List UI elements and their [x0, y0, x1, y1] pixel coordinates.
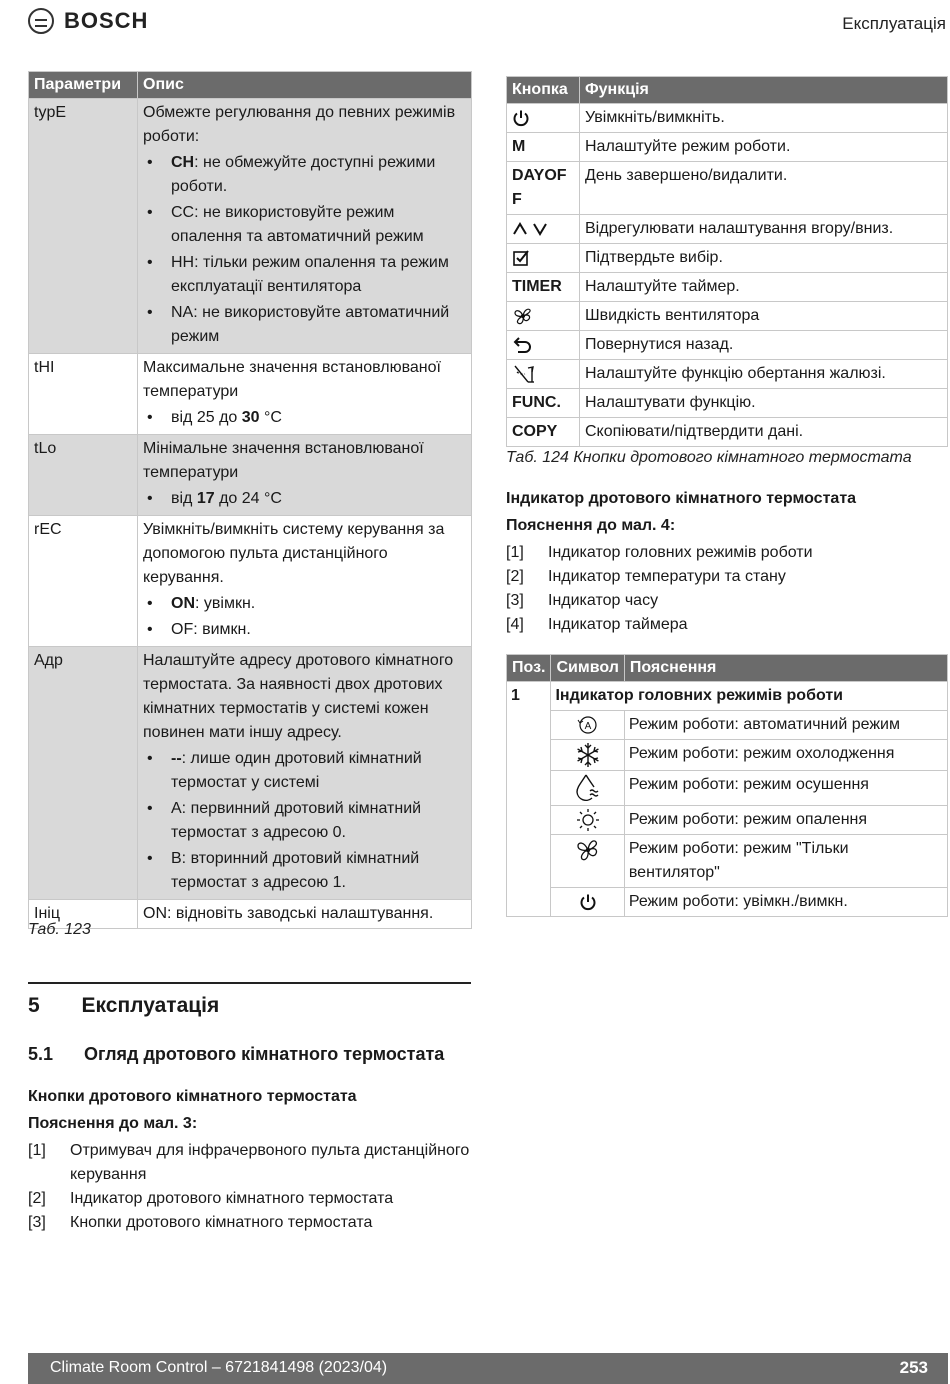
desc-text: ON: відновіть заводські налаштування.	[143, 905, 434, 922]
list-item: • NA: не використовуйте автоматичний режим	[143, 301, 466, 349]
table-row	[507, 740, 948, 771]
param-cell: Ініц	[29, 900, 138, 929]
function-cell: Повернутися назад.	[580, 331, 948, 360]
table-header: Пояснення	[624, 655, 947, 682]
button-cell	[507, 215, 580, 244]
table-header: Параметри	[29, 72, 138, 99]
function-cell: Відрегулювати налаштування вгору/вниз.	[580, 215, 948, 244]
table-row	[507, 711, 948, 740]
function-cell: Налаштуйте таймер.	[580, 273, 948, 302]
up-down-arrows-icon	[512, 221, 550, 237]
list-item: [3] Індикатор часу	[506, 592, 659, 609]
table-header: Символ	[551, 655, 624, 682]
list-item: [4] Індикатор таймера	[506, 616, 688, 633]
indicator-legend	[506, 487, 948, 637]
list-item: [2] Індикатор температури та стану	[506, 568, 786, 585]
list-item: [1] Отримувач для інфрачервоного пульта дистанційного керування	[28, 1142, 470, 1183]
buttons-legend-title: Пояснення до мал. 3:	[28, 1115, 198, 1132]
table-header: Функція	[580, 77, 948, 104]
key-label: DAYOFF	[512, 167, 567, 208]
table-row	[507, 302, 948, 331]
desc-text: Налаштуйте адресу дротового кімнатного термостата. За наявності двох дротових кімнатних термостатів у системі кожен повинен мати іншу адресу.	[143, 652, 454, 741]
section-title-text: Експлуатація	[81, 994, 220, 1017]
fan-mode-icon	[575, 837, 601, 863]
desc-cell	[138, 435, 472, 516]
mode-indicator-table	[506, 654, 948, 917]
function-cell: Налаштуйте режим роботи.	[580, 133, 948, 162]
fan-icon	[512, 306, 534, 326]
option-list	[143, 592, 466, 642]
param-cell: tLo	[29, 435, 138, 516]
section-number: 5	[28, 994, 40, 1017]
bosch-armature-icon	[28, 8, 54, 34]
table-row	[507, 104, 948, 133]
button-cell	[507, 133, 580, 162]
table-caption: Таб. 123	[28, 921, 91, 938]
group-title-cell: Індикатор головних режимів роботи	[551, 682, 948, 711]
desc-cell	[138, 99, 472, 354]
snowflake-icon	[575, 742, 601, 768]
param-cell: typE	[29, 99, 138, 354]
list-item: • CH: не обмежуйте доступні режими роботи.	[143, 151, 466, 199]
table-row	[29, 900, 472, 929]
page-footer	[28, 1353, 948, 1384]
button-cell	[507, 418, 580, 447]
table-row	[507, 806, 948, 835]
indicator-title: Індикатор дротового кімнатного термостата	[506, 490, 857, 507]
option-list	[143, 487, 466, 511]
button-cell	[507, 273, 580, 302]
sun-icon	[576, 808, 600, 832]
function-cell: Налаштувати функцію.	[580, 389, 948, 418]
power-icon	[512, 109, 530, 127]
buttons-legend	[28, 1085, 472, 1235]
table-row	[507, 133, 948, 162]
button-cell	[507, 104, 580, 133]
table-row	[507, 888, 948, 917]
power-icon	[579, 893, 597, 911]
table-caption: Таб. 124 Кнопки дротового кімнатного термостата	[506, 449, 912, 466]
button-cell	[507, 302, 580, 331]
desc-text: Максимальне значення встановлюваної температури	[143, 359, 441, 400]
option-list	[143, 151, 466, 349]
section-heading	[28, 994, 219, 1018]
list-item: • --: лише один дротовий кімнатний термостат у системі	[143, 747, 466, 795]
symbol-cell	[551, 740, 624, 771]
symbol-cell	[551, 711, 624, 740]
key-label: M	[512, 138, 526, 155]
table-row	[507, 771, 948, 806]
list-item: • A: первинний дротовий кімнатний термостат з адресою 0.	[143, 797, 466, 845]
function-cell: Скопіювати/підтвердити дані.	[580, 418, 948, 447]
list-item: [3] Кнопки дротового кімнатного термостата	[28, 1214, 373, 1231]
section-divider	[28, 982, 471, 984]
subsection-title-text: Огляд дротового кімнатного термостата	[84, 1044, 445, 1064]
table-row	[507, 273, 948, 302]
button-cell	[507, 244, 580, 273]
brand-name: BOSCH	[64, 8, 149, 33]
buttons-title: Кнопки дротового кімнатного термостата	[28, 1088, 357, 1105]
parameters-table	[28, 71, 472, 929]
explanation-cell: Режим роботи: режим осушення	[624, 771, 947, 806]
svg-text:A: A	[584, 720, 591, 732]
key-label: COPY	[512, 423, 558, 440]
bosch-logo	[28, 8, 148, 34]
list-item: • ON: увімкн.	[143, 592, 466, 616]
list-item: • від 25 до 30 °C	[143, 406, 466, 430]
button-cell	[507, 162, 580, 215]
explanation-cell: Режим роботи: автоматичний режим	[624, 711, 947, 740]
table-row	[29, 516, 472, 647]
desc-text: Мінімальне значення встановлюваної температури	[143, 440, 424, 481]
table-header: Поз.	[507, 655, 551, 682]
table-row	[507, 244, 948, 273]
subsection-heading	[28, 1044, 444, 1065]
function-cell: Налаштуйте функцію обертання жалюзі.	[580, 360, 948, 389]
table-row	[507, 215, 948, 244]
table-header: Кнопка	[507, 77, 580, 104]
desc-cell	[138, 516, 472, 647]
desc-text: Обмежте регулювання до певних режимів роботи:	[143, 104, 456, 145]
table-row	[507, 418, 948, 447]
list-item: [1] Індикатор головних режимів роботи	[506, 544, 813, 561]
key-label: FUNC.	[512, 394, 561, 411]
explanation-cell: Режим роботи: режим охолодження	[624, 740, 947, 771]
buttons-table	[506, 76, 948, 447]
checkbox-icon	[512, 249, 530, 267]
desc-cell	[138, 354, 472, 435]
desc-text: Увімкніть/вимкніть систему керування за допомогою пульта дистанційного керування.	[143, 521, 445, 586]
position-cell: 1	[507, 682, 551, 917]
symbol-cell	[551, 835, 624, 888]
button-cell	[507, 389, 580, 418]
indicator-legend-title: Пояснення до мал. 4:	[506, 517, 676, 534]
desc-cell	[138, 647, 472, 900]
louver-swing-icon	[512, 364, 536, 384]
function-cell: Швидкість вентилятора	[580, 302, 948, 331]
symbol-cell	[551, 806, 624, 835]
explanation-cell: Режим роботи: режим опалення	[624, 806, 947, 835]
auto-mode-icon	[577, 714, 599, 736]
table-row	[29, 647, 472, 900]
desc-cell	[138, 900, 472, 929]
table-row	[29, 99, 472, 354]
table-row	[29, 435, 472, 516]
param-cell: Адр	[29, 647, 138, 900]
option-list	[143, 406, 466, 430]
footer-document-id: Climate Room Control – 6721841498 (2023/04)	[50, 1359, 388, 1376]
table-row	[29, 354, 472, 435]
function-cell: Підтвердьте вибір.	[580, 244, 948, 273]
table-row	[507, 389, 948, 418]
drop-icon	[575, 773, 601, 803]
section-title: Експлуатація	[842, 14, 946, 33]
table-row	[507, 331, 948, 360]
subsection-number: 5.1	[28, 1044, 54, 1064]
param-cell: rEC	[29, 516, 138, 647]
function-cell: День завершено/видалити.	[580, 162, 948, 215]
page-header	[28, 8, 948, 38]
symbol-cell	[551, 771, 624, 806]
button-cell	[507, 360, 580, 389]
function-cell: Увімкніть/вимкніть.	[580, 104, 948, 133]
list-item: • B: вторинний дротовий кімнатний термостат з адресою 1.	[143, 847, 466, 895]
table-row	[507, 162, 948, 215]
table-row	[507, 360, 948, 389]
table-row	[507, 835, 948, 888]
list-item: • HH: тільки режим опалення та режим експлуатації вентилятора	[143, 251, 466, 299]
back-arrow-icon	[512, 337, 532, 353]
list-item: [2] Індикатор дротового кімнатного термостата	[28, 1190, 394, 1207]
button-cell	[507, 331, 580, 360]
list-item: • від 17 до 24 °C	[143, 487, 466, 511]
explanation-cell: Режим роботи: режим "Тільки вентилятор"	[624, 835, 947, 888]
list-item: • CC: не використовуйте режим опалення та автоматичний режим	[143, 201, 466, 249]
option-list	[143, 747, 466, 895]
page-number: 253	[899, 1358, 928, 1377]
table-row	[507, 682, 948, 711]
param-cell: tHI	[29, 354, 138, 435]
symbol-cell	[551, 888, 624, 917]
key-label: TIMER	[512, 278, 562, 295]
explanation-cell: Режим роботи: увімкн./вимкн.	[624, 888, 947, 917]
table-header: Опис	[138, 72, 472, 99]
list-item: • OF: вимкн.	[143, 618, 466, 642]
